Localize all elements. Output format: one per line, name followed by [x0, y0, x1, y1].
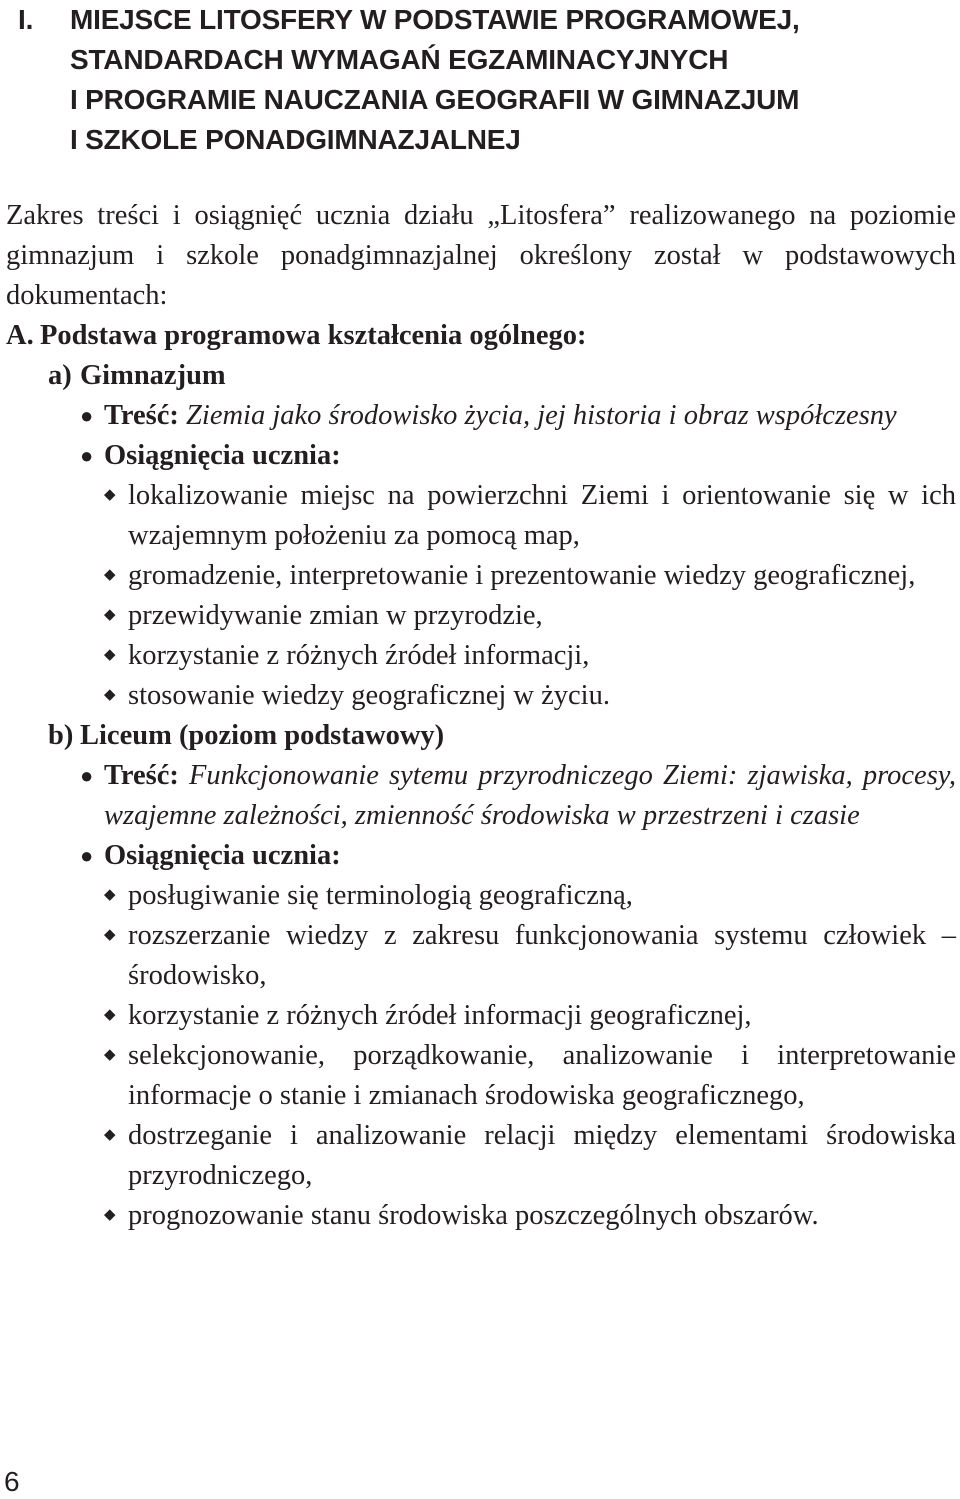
- chapter-title-line-4: I SZKOLE PONADGIMNAZJALNEJ: [70, 124, 521, 155]
- diamond-bullet-icon: ◆: [104, 1207, 116, 1223]
- intro-paragraph: Zakres treści i osiągnięć ucznia działu „Litosfera” realizowanego na poziomie gimnazjum i szkole ponadgimnazjalnej określony został w podstawowych dokumentach:: [6, 200, 956, 311]
- list-item: [104, 596, 956, 636]
- list-item: [104, 996, 956, 1036]
- liceum-achievements-label: Osiągnięcia ucznia:: [104, 840, 341, 871]
- subsection-gimnazjum-letter: a): [48, 360, 72, 391]
- chapter-title-line-3: I PROGRAMIE NAUCZANIA GEOGRAFII W GIMNAZJUM: [70, 84, 800, 115]
- chapter-title-line-2: STANDARDACH WYMAGAŃ EGZAMINACYJNYCH: [70, 44, 729, 75]
- list-item: [104, 916, 956, 996]
- list-item-text: korzystanie z różnych źródeł informacji,: [128, 640, 590, 671]
- liceum-achievements-list: [6, 876, 956, 1236]
- list-item: [104, 1116, 956, 1196]
- section-a-letter: A.: [6, 320, 34, 351]
- list-item-text: posługiwanie się terminologią geograficzną,: [128, 880, 633, 911]
- subsection-liceum-heading: [48, 716, 956, 756]
- list-item: [104, 556, 956, 596]
- bullet-dot-icon: ●: [80, 843, 94, 868]
- diamond-bullet-icon: ◆: [104, 567, 116, 583]
- section-a-title: Podstawa programowa kształcenia ogólnego:: [40, 320, 587, 351]
- diamond-bullet-icon: ◆: [104, 647, 116, 663]
- list-item-text: stosowanie wiedzy geograficznej w życiu.: [128, 680, 610, 711]
- gimnazjum-content-item: [80, 396, 956, 436]
- liceum-achievements-heading: [80, 836, 956, 876]
- list-item: [104, 476, 956, 556]
- list-item: [104, 676, 956, 716]
- list-item-text: przewidywanie zmian w przyrodzie,: [128, 600, 543, 631]
- gimnazjum-achievements-heading: [80, 436, 956, 476]
- bullet-dot-icon: ●: [80, 403, 94, 428]
- list-item: [104, 876, 956, 916]
- gimnazjum-achievements-label: Osiągnięcia ucznia:: [104, 440, 341, 471]
- diamond-bullet-icon: ◆: [104, 927, 116, 943]
- document-body: [6, 196, 956, 1236]
- liceum-content-item: [80, 756, 956, 836]
- diamond-bullet-icon: ◆: [104, 1127, 116, 1143]
- diamond-bullet-icon: ◆: [104, 1047, 116, 1063]
- list-item-text: prognozowanie stanu środowiska poszczególnych obszarów.: [128, 1200, 819, 1231]
- subsection-gimnazjum-heading: [48, 356, 956, 396]
- diamond-bullet-icon: ◆: [104, 1007, 116, 1023]
- page-number: 6: [4, 1466, 20, 1497]
- list-item: [104, 1196, 956, 1236]
- list-item-text: lokalizowanie miejsc na powierzchni Ziemi i orientowanie się w ich wzajemnym położeniu za pomocą map,: [128, 480, 956, 551]
- diamond-bullet-icon: ◆: [104, 487, 116, 503]
- list-item-text: gromadzenie, interpretowanie i prezentowanie wiedzy geograficznej,: [128, 560, 916, 591]
- gimnazjum-content-label: Treść:: [104, 400, 179, 431]
- bullet-dot-icon: ●: [80, 763, 94, 788]
- list-item: [104, 1036, 956, 1116]
- diamond-bullet-icon: ◆: [104, 607, 116, 623]
- subsection-liceum-letter: b): [48, 720, 74, 751]
- diamond-bullet-icon: ◆: [104, 887, 116, 903]
- bullet-dot-icon: ●: [80, 443, 94, 468]
- subsection-liceum-title: Liceum (poziom podstawowy): [80, 720, 445, 751]
- liceum-content-label: Treść:: [104, 760, 179, 791]
- chapter-title-line-1: MIEJSCE LITOSFERY W PODSTAWIE PROGRAMOWEJ,: [70, 4, 800, 35]
- diamond-bullet-icon: ◆: [104, 687, 116, 703]
- section-a-heading: [6, 316, 956, 356]
- list-item-text: rozszerzanie wiedzy z zakresu funkcjonowania systemu człowiek – środowisko,: [128, 920, 956, 991]
- list-item-text: korzystanie z różnych źródeł informacji geograficznej,: [128, 1000, 752, 1031]
- list-item-text: selekcjonowanie, porządkowanie, analizowanie i interpretowanie informacje o stanie i zmianach środowiska geograficznego,: [128, 1040, 956, 1111]
- list-item: [104, 636, 956, 676]
- gimnazjum-content-text: Ziemia jako środowisko życia, jej historia i obraz współczesny: [186, 400, 897, 431]
- chapter-number: I.: [18, 4, 34, 35]
- gimnazjum-achievements-list: [6, 476, 956, 716]
- subsection-gimnazjum-title: Gimnazjum: [80, 360, 226, 391]
- chapter-heading: [18, 0, 948, 160]
- liceum-content-text: Funkcjonowanie sytemu przyrodniczego Ziemi: zjawiska, procesy, wzajemne zależności, zmienność środowiska w przestrzeni i czasie: [104, 760, 956, 831]
- list-item-text: dostrzeganie i analizowanie relacji między elementami środowiska przyrodniczego,: [128, 1120, 956, 1191]
